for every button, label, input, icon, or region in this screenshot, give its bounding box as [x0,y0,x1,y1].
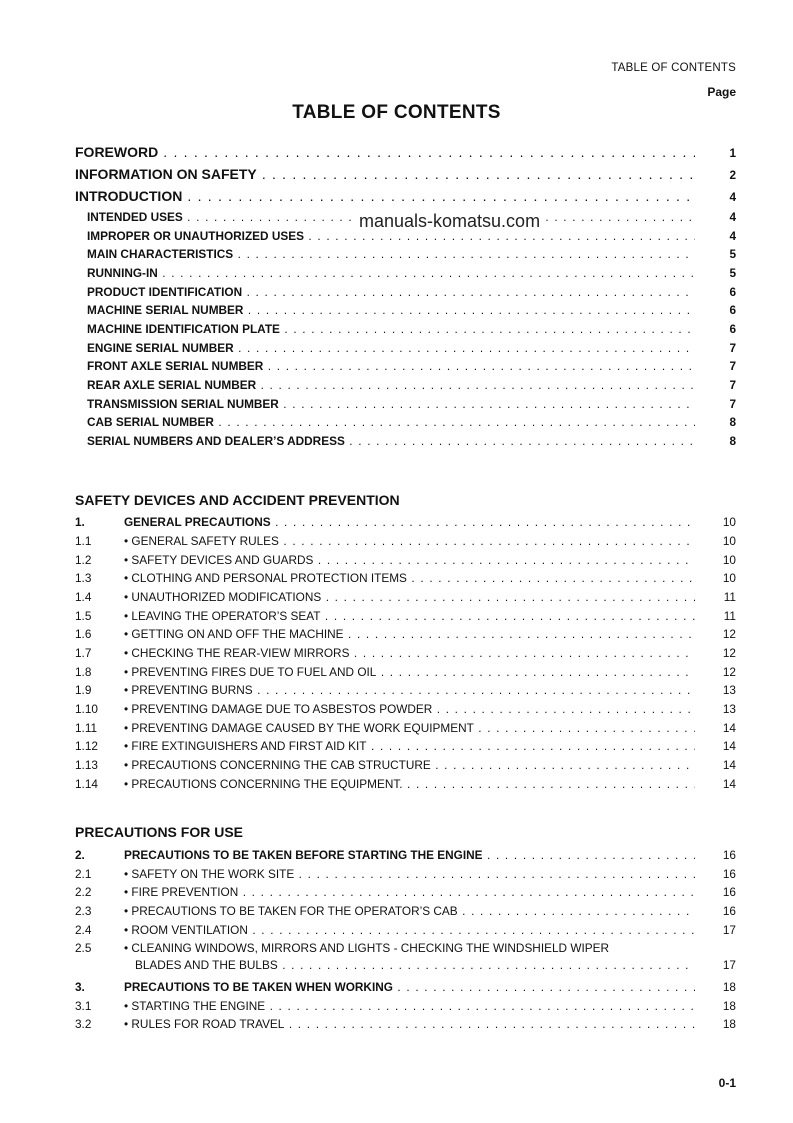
toc-entry-page: 4 [729,210,736,224]
toc-entry[interactable] [0,266,793,284]
toc-entry-text: ENGINE SERIAL NUMBER . . . [87,341,695,355]
toc-entry-page: 7 [729,341,736,355]
toc-entry-page: 18 [722,999,736,1013]
toc-entry-text: • CLEANING WINDOWS, MIRRORS AND LIGHTS - CHECKING THE WINDSHIELD WIPER [124,941,610,955]
toc-entry[interactable] [0,515,793,533]
toc-entry[interactable] [0,758,793,776]
toc-entry[interactable] [0,646,793,664]
toc-entry-number: 2. [75,848,85,862]
toc-entry-text: GENERAL PRECAUTIONS . . . [124,515,695,529]
toc-entry-page: 4 [729,229,736,243]
toc-entry-page: 2 [729,168,736,182]
toc-entry-text: • PRECAUTIONS CONCERNING THE CAB STRUCTURE . . . [124,758,695,772]
toc-entry-page: 14 [722,777,736,791]
toc-entry[interactable] [0,923,793,941]
toc-entry-text: • CHECKING THE REAR-VIEW MIRRORS . . . [124,646,695,660]
watermark: manuals-komatsu.com [356,211,543,232]
toc-entry[interactable] [0,1017,793,1035]
toc-entry-page: 14 [722,758,736,772]
toc-entry-number: 2.2 [75,885,92,899]
toc-entry[interactable] [0,359,793,377]
toc-entry-text: • PRECAUTIONS TO BE TAKEN FOR THE OPERATOR’S CAB . . . [124,904,695,918]
toc-entry-text: MAIN CHARACTERISTICS . . . [87,247,695,261]
toc-entry-number: 1.5 [75,609,92,623]
toc-entry-page: 17 [722,958,736,972]
toc-entry-text: PRODUCT IDENTIFICATION . . . [87,285,695,299]
toc-entry-text: • RULES FOR ROAD TRAVEL . . . [124,1017,695,1031]
toc-entry-number: 1.2 [75,553,92,567]
toc-entry-page: 5 [729,266,736,280]
toc-entry-page: 7 [729,378,736,392]
toc-entry[interactable] [0,904,793,922]
toc-entry-text: • STARTING THE ENGINE . . . [124,999,695,1013]
toc-entry-page: 16 [722,904,736,918]
toc-entry-text: PRECAUTIONS TO BE TAKEN BEFORE STARTING THE ENGINE . . . [124,848,695,862]
toc-entry-foreword[interactable] [0,144,793,162]
toc-entry[interactable] [0,683,793,701]
toc-entry-text: • PREVENTING DAMAGE DUE TO ASBESTOS POWDER . . . [124,702,695,716]
toc-entry[interactable] [0,341,793,359]
toc-entry[interactable] [0,534,793,552]
toc-entry-number: 1.3 [75,571,92,585]
toc-entry-number: 1.11 [75,721,98,735]
toc-entry-text: MACHINE IDENTIFICATION PLATE . . . [87,322,695,336]
toc-entry-text: • FIRE PREVENTION . . . [124,885,695,899]
toc-entry[interactable] [0,980,793,998]
toc-entry-text: IMPROPER OR UNAUTHORIZED USES . . . [87,229,695,243]
toc-entry[interactable] [0,885,793,903]
toc-entry-page: 17 [722,923,736,937]
toc-entry-number: 2.5 [75,941,92,955]
toc-entry-text: FOREWORD . . . [75,144,695,160]
toc-entry-page: 7 [729,397,736,411]
toc-entry[interactable] [0,247,793,265]
toc-entry-page: 18 [722,980,736,994]
toc-entry[interactable] [0,665,793,683]
toc-entry[interactable] [0,848,793,866]
toc-entry-text: INTENDED USES . . . [87,210,695,224]
toc-entry-information-on-safety[interactable] [0,166,793,184]
toc-entry[interactable] [0,397,793,415]
toc-entry-page: 1 [729,146,736,160]
toc-entry-text: • PREVENTING DAMAGE CAUSED BY THE WORK EQUIPMENT . . . [124,721,695,735]
toc-entry-text: MACHINE SERIAL NUMBER . . . [87,303,695,317]
section-heading-precautions: PRECAUTIONS FOR USE [75,824,244,840]
toc-entry-text: • FIRE EXTINGUISHERS AND FIRST AID KIT . . . [124,739,695,753]
toc-entry-page: 16 [722,885,736,899]
toc-entry[interactable] [0,415,793,433]
toc-entry-number: 1.13 [75,758,98,772]
toc-entry-page: 10 [722,534,736,548]
toc-entry-number: 1.7 [75,646,92,660]
toc-entry-number: 3.2 [75,1017,92,1031]
toc-entry-page: 8 [729,434,736,448]
toc-entry-page: 12 [722,627,736,641]
toc-entry[interactable] [0,999,793,1017]
toc-entry[interactable] [0,867,793,885]
section-heading-safety: SAFETY DEVICES AND ACCIDENT PREVENTION [75,492,400,508]
toc-entry-text: • LEAVING THE OPERATOR’S SEAT . . . [124,609,695,623]
toc-entry-text: CAB SERIAL NUMBER . . . [87,415,695,429]
toc-entry-number: 1.6 [75,627,92,641]
page-title: TABLE OF CONTENTS [292,102,501,123]
toc-entry-page: 12 [722,646,736,660]
toc-entry-text: • CLOTHING AND PERSONAL PROTECTION ITEMS . . . [124,571,695,585]
toc-entry-text: PRECAUTIONS TO BE TAKEN WHEN WORKING . . . [124,980,695,994]
toc-entry[interactable] [0,322,793,340]
toc-entry-text: REAR AXLE SERIAL NUMBER . . . [87,378,695,392]
toc-entry-page: 6 [729,322,736,336]
toc-entry[interactable] [0,721,793,739]
toc-entry-introduction[interactable] [0,188,793,206]
toc-entry[interactable] [0,941,793,959]
toc-entry-page: 10 [722,553,736,567]
toc-entry-number: 2.4 [75,923,92,937]
toc-entry-page: 18 [722,1017,736,1031]
toc-entry-text: TRANSMISSION SERIAL NUMBER . . . [87,397,695,411]
toc-entry-page: 6 [729,303,736,317]
toc-entry-text: FRONT AXLE SERIAL NUMBER . . . [87,359,695,373]
toc-entry-page: 13 [722,683,736,697]
toc-entry[interactable] [0,590,793,608]
toc-entry[interactable] [0,434,793,452]
toc-entry[interactable] [0,777,793,795]
toc-entry-page: 4 [729,190,736,204]
toc-entry[interactable] [0,571,793,589]
toc-entry[interactable] [0,627,793,645]
toc-entry-number: 1.8 [75,665,92,679]
footer-page-number: 0-1 [718,1076,736,1090]
toc-entry-text: • PREVENTING BURNS . . . [124,683,695,697]
toc-entry-number: 1.12 [75,739,98,753]
toc-entry-text: RUNNING-IN . . . [87,266,695,280]
toc-entry[interactable] [0,303,793,321]
toc-entry-number: 1.9 [75,683,92,697]
toc-entry-number: 2.1 [75,867,92,881]
toc-entry-page: 6 [729,285,736,299]
toc-entry[interactable] [0,378,793,396]
toc-entry-text: • ROOM VENTILATION . . . [124,923,695,937]
toc-entry-text: • GENERAL SAFETY RULES . . . [124,534,695,548]
toc-entry-text: INTRODUCTION . . . [75,188,695,204]
toc-entry-number: 1.14 [75,777,98,791]
toc-entry-page: 14 [722,739,736,753]
toc-entry[interactable] [0,285,793,303]
toc-entry-text: BLADES AND THE BULBS . . . [135,958,695,972]
toc-entry-text: SERIAL NUMBERS AND DEALER’S ADDRESS . . . [87,434,695,448]
toc-entry-text: • PREVENTING FIRES DUE TO FUEL AND OIL . . . [124,665,695,679]
running-header: TABLE OF CONTENTS [611,62,736,74]
toc-entry-page: 12 [722,665,736,679]
toc-entry-text: • GETTING ON AND OFF THE MACHINE . . . [124,627,695,641]
toc-entry-number: 3. [75,980,85,994]
toc-entry-text: • PRECAUTIONS CONCERNING THE EQUIPMENT. . . . [124,777,695,791]
toc-entry-continuation[interactable] [0,958,793,976]
toc-entry-number: 2.3 [75,904,92,918]
toc-entry-page: 7 [729,359,736,373]
toc-entry-text: • UNAUTHORIZED MODIFICATIONS . . . [124,590,695,604]
toc-entry[interactable] [0,609,793,627]
toc-entry-page: 10 [722,571,736,585]
toc-entry[interactable] [0,739,793,757]
toc-entry-number: 1.10 [75,702,98,716]
toc-entry-page: 11 [723,590,736,604]
page-column-label: Page [707,85,736,99]
toc-entry-page: 14 [722,721,736,735]
toc-entry-page: 13 [722,702,736,716]
toc-entry-number: 1. [75,515,85,529]
toc-entry-page: 8 [729,415,736,429]
toc-entry-page: 11 [723,609,736,623]
toc-entry-number: 3.1 [75,999,92,1013]
toc-entry[interactable] [0,702,793,720]
toc-entry-page: 5 [729,247,736,261]
toc-entry-text: • SAFETY DEVICES AND GUARDS . . . [124,553,695,567]
toc-entry-number: 1.4 [75,590,92,604]
toc-entry-text: INFORMATION ON SAFETY . . . [75,166,695,182]
toc-entry-text: • SAFETY ON THE WORK SITE . . . [124,867,695,881]
toc-entry-page: 16 [722,848,736,862]
toc-entry-page: 16 [722,867,736,881]
toc-entry-number: 1.1 [75,534,92,548]
toc-entry[interactable] [0,553,793,571]
toc-entry-page: 10 [722,515,736,529]
